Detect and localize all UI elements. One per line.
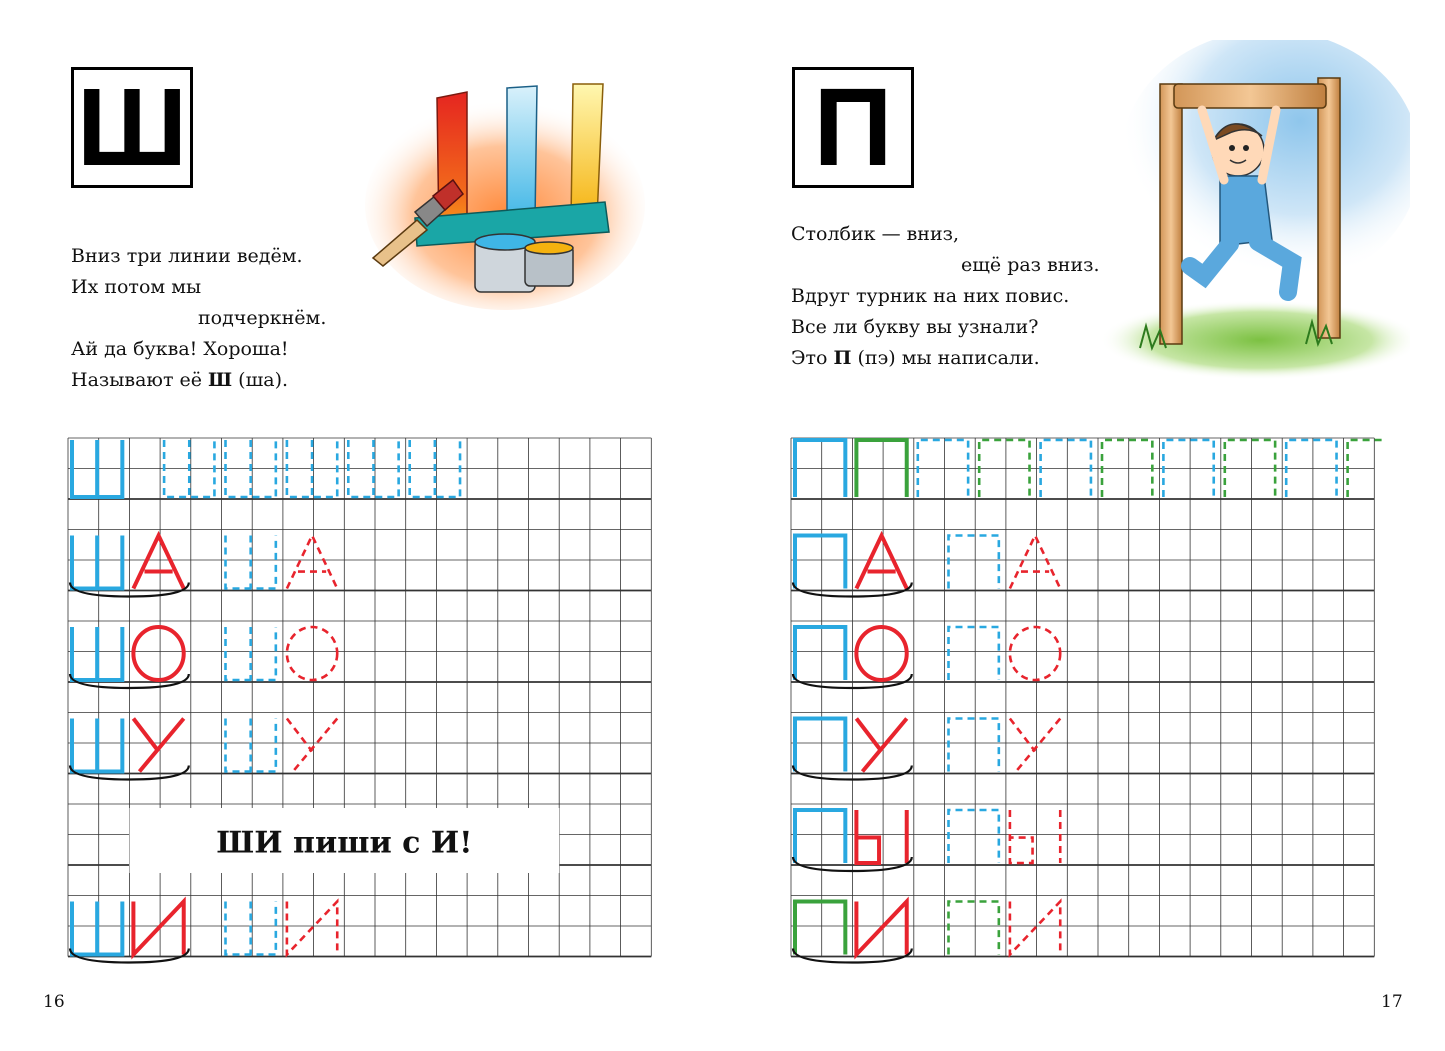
sample-letter bbox=[72, 627, 122, 680]
sample-letter bbox=[72, 902, 122, 955]
trace-letter bbox=[1010, 902, 1060, 955]
banner-text: ШИ пиши с И! bbox=[216, 825, 473, 861]
poem-line: Их потом мы bbox=[71, 276, 202, 298]
page-number-right: 17 bbox=[1381, 992, 1403, 1012]
big-letter-pe: П bbox=[813, 65, 893, 189]
poem-line: Вдруг турник на них повис. bbox=[791, 285, 1070, 307]
poem-line: Вниз три линии ведём. bbox=[71, 245, 303, 267]
poem-line: ещё раз вниз. bbox=[961, 254, 1100, 276]
trace-letter bbox=[949, 627, 999, 680]
bold-letter: П bbox=[833, 347, 852, 369]
trace-letter bbox=[949, 719, 999, 772]
poem-line: Это П (пэ) мы написали. bbox=[791, 347, 1040, 369]
poem-line: Ай да буква! Хороша! bbox=[71, 338, 289, 360]
sample-letter bbox=[856, 627, 906, 680]
sample-letter bbox=[856, 719, 906, 772]
sample-letter bbox=[795, 810, 845, 863]
sample-letter bbox=[133, 627, 183, 680]
poem-sha bbox=[71, 241, 371, 396]
trace-letter bbox=[1010, 719, 1060, 772]
poem-line: подчеркнём. bbox=[198, 307, 327, 329]
trace-letter bbox=[949, 902, 999, 955]
trace-letter bbox=[949, 810, 999, 863]
paint-stripes-illustration bbox=[355, 70, 645, 310]
trace-letter bbox=[287, 536, 337, 589]
big-letter-box-pe bbox=[792, 67, 914, 188]
writing-grid-sha bbox=[66, 432, 660, 972]
sample-letter bbox=[133, 536, 183, 589]
writing-grid-pe bbox=[789, 432, 1383, 972]
trace-letter bbox=[949, 536, 999, 589]
poem-line: Называют её Ш (ша). bbox=[71, 369, 289, 391]
trace-letter bbox=[287, 627, 337, 680]
trace-letter bbox=[226, 719, 276, 772]
sample-letter bbox=[795, 627, 845, 680]
poem-line: Столбик — вниз, bbox=[791, 223, 960, 245]
sample-letter bbox=[133, 902, 183, 955]
bold-letter: Ш bbox=[208, 369, 233, 391]
sample-letter bbox=[795, 902, 845, 955]
trace-letter bbox=[287, 719, 337, 772]
sample-letter bbox=[133, 719, 183, 772]
trace-letter bbox=[1010, 810, 1060, 863]
trace-letter bbox=[1010, 627, 1060, 680]
sample-letter bbox=[795, 719, 845, 772]
big-letter-sha: Ш bbox=[76, 65, 188, 189]
sample-letter bbox=[856, 810, 906, 863]
trace-letter bbox=[287, 902, 337, 955]
trace-letter bbox=[226, 902, 276, 955]
sample-letter bbox=[795, 536, 845, 589]
trace-letter bbox=[226, 627, 276, 680]
trace-letter bbox=[226, 536, 276, 589]
poem-line: Все ли букву вы узнали? bbox=[791, 316, 1039, 338]
sample-letter bbox=[856, 536, 906, 589]
sample-letter bbox=[72, 536, 122, 589]
page-number-left: 16 bbox=[43, 992, 65, 1012]
sample-letter bbox=[72, 719, 122, 772]
poem-pe bbox=[791, 219, 1151, 374]
big-letter-box-sha bbox=[71, 67, 193, 188]
trace-letter bbox=[1010, 536, 1060, 589]
sample-letter bbox=[856, 902, 906, 955]
